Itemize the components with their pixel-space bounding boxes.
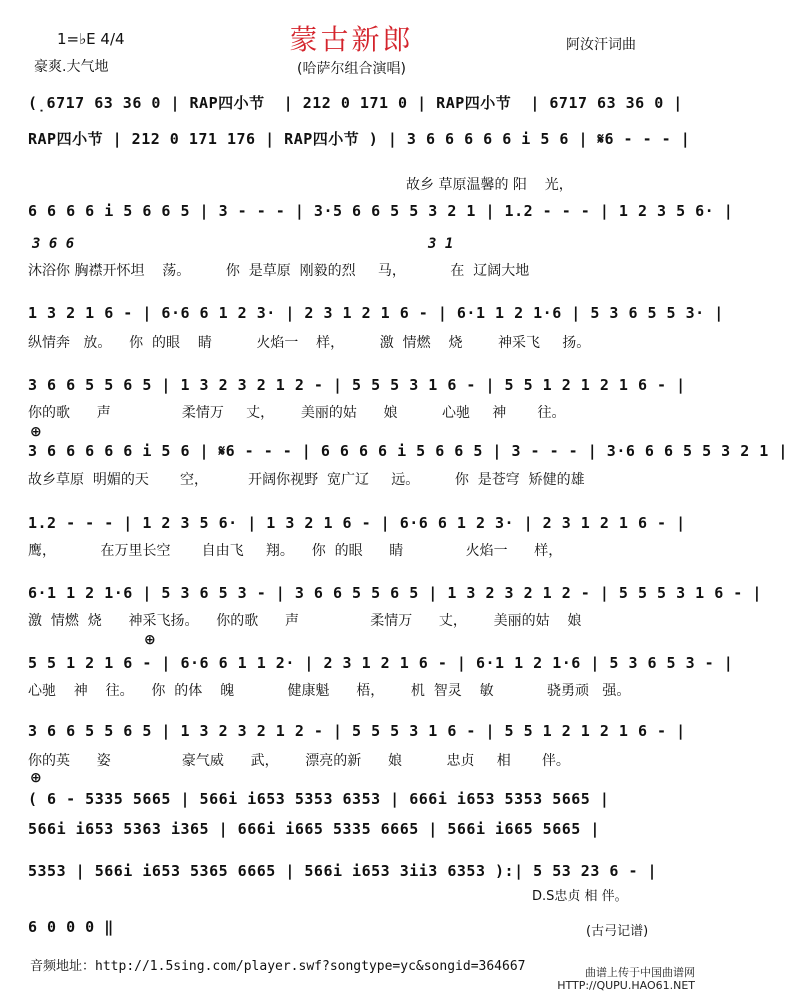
score-row-7: 1.2 - - - | 1 2 3 5 6· | 1 3 2 1 6 - | 6·6 6 1 2 3· | 2 3 1 2 1 6 - | — [28, 514, 686, 532]
audio-label: 音频地址： — [30, 959, 96, 974]
tempo-style-mark: 豪爽.大气地 — [34, 59, 109, 75]
coda-symbol-2: ⊕ — [144, 632, 156, 648]
lyric-line-4: 你的歌 声 柔情万 丈， 美丽的姑 娘 心驰 神 往。 — [28, 405, 566, 421]
lyric-line-2: 沐浴你 胸襟开怀坦 荡。 你 是草原 刚毅的烈 马， 在 辽阔大地 — [28, 263, 530, 279]
lyric-line-9: 你的英 姿 豪气威 武， 漂亮的新 娘 忠贞 相 伴。 — [28, 753, 570, 769]
site-watermark — [557, 966, 695, 992]
watermark-line-2[interactable]: HTTP://QUPU.HAO61.NET — [557, 979, 695, 992]
score-row-4: 1 3 2 1 6 - | 6·6 6 1 2 3· | 2 3 1 2 1 6 - | 6·1 1 2 1·6 | 5 3 6 5 5 3· | — [28, 304, 724, 322]
lyric-text: 故乡 草原温馨的 阳 光， — [406, 177, 573, 193]
ds-lyric: D.S忠贞 相 伴。 — [532, 889, 628, 904]
score-row-6: 3 6 6 6 6 6 i 5 6 | 𝄋6 - - - | 6 6 6 6 i 5 6 6 5 | 3 - - - | 3·6 6 6 5 5 3 2 1 | — [28, 442, 788, 460]
watermark-line-1: 曲谱上传于中国曲谱网 — [585, 966, 695, 979]
lyric-line-7: 激 情燃 烧 神采飞扬。 你的歌 声 柔情万 丈， 美丽的姑 娘 — [28, 613, 582, 629]
coda-symbol: ⊕ — [30, 424, 42, 440]
score-row-10: 3 6 6 5 5 6 5 | 1 3 2 3 2 1 2 - | 5 5 5 3 1 6 - | 5 5 1 2 1 2 1 6 - | — [28, 722, 686, 740]
transcriber-note: (古弓记谱) — [586, 924, 649, 939]
page-title: 蒙古新郎 — [289, 23, 414, 56]
key-signature: 1=♭E 4/4 — [57, 30, 125, 48]
audio-url-link[interactable]: http://1.5sing.com/player.swf?songtype=yc&songid=364667 — [95, 959, 526, 974]
score-row-12: 566i i653 5363 i365 | 666i i665 5335 6665 | 566i i665 5665 | — [28, 820, 600, 838]
composer-credit: 阿汝汗词曲 — [566, 37, 636, 53]
score-row-9: 5 5 1 2 1 6 - | 6·6 6 1 1 2· | 2 3 1 2 1 6 - | 6·1 1 2 1·6 | 5 3 6 5 3 - | — [28, 654, 734, 672]
score-row-5: 3 6 6 5 5 6 5 | 1 3 2 3 2 1 2 - | 5 5 5 3 1 6 - | 5 5 1 2 1 2 1 6 - | — [28, 376, 686, 394]
lyric-line-5: 故乡草原 明媚的天 空， 开阔你视野 宽广辽 远。 你 是苍穹 矫健的雄 — [28, 472, 585, 488]
lyric-line-8: 心驰 神 往。 你 的体 魄 健康魁 梧， 机 智灵 敏 骁勇顽 强。 — [28, 683, 631, 699]
audio-address — [30, 955, 525, 974]
score-row-1: (̣6717 63 36 0 | RAP四小节 | 212 0 171 0 | RAP四小节 | 6717 63 36 0 | — [28, 94, 683, 112]
lyric-line-6: 鹰， 在万里长空 自由飞 翔。 你 的眼 睛 火焰一 样， — [28, 543, 563, 559]
sub-notes-left: 3 6 6 — [32, 236, 75, 252]
score-row-3: 6 6 6 6 i 5 6 6 5 | 3 - - - | 3·5 6 6 5 5 3 2 1 | 1.2 - - - | 1 2 3 5 6· | — [28, 202, 734, 220]
performer-subtitle: (哈萨尔组合演唱) — [297, 61, 406, 77]
lyric-line-1 — [28, 158, 688, 193]
lyric-line-3: 纵情奔 放。 你 的眼 睛 火焰一 样， 激 情燃 烧 神采飞 扬。 — [28, 335, 591, 351]
coda-symbol-3: ⊕ — [30, 770, 42, 786]
score-row-11: ( 6 - 5335 5665 | 566i i653 5353 6353 | 666i i653 5353 5665 | — [28, 790, 610, 808]
score-row-8: 6·1 1 2 1·6 | 5 3 6 5 3 - | 3 6 6 5 5 6 5 | 1 3 2 3 2 1 2 - | 5 5 5 3 1 6 - | — [28, 584, 762, 602]
score-row-2: RAP四小节 | 212 0 171 176 | RAP四小节 ) | 3 6 6 6 6 6 i 5 6 | 𝄋6 - - - | — [28, 130, 691, 148]
score-row-14: 6 0 0 0 ‖ — [28, 918, 114, 936]
sub-notes-right: 3 1 — [428, 236, 454, 252]
score-row-13: 5353 | 566i i653 5365 6665 | 566i i653 3ii3 6353 ):| 5 53 23 6 - | — [28, 862, 658, 880]
